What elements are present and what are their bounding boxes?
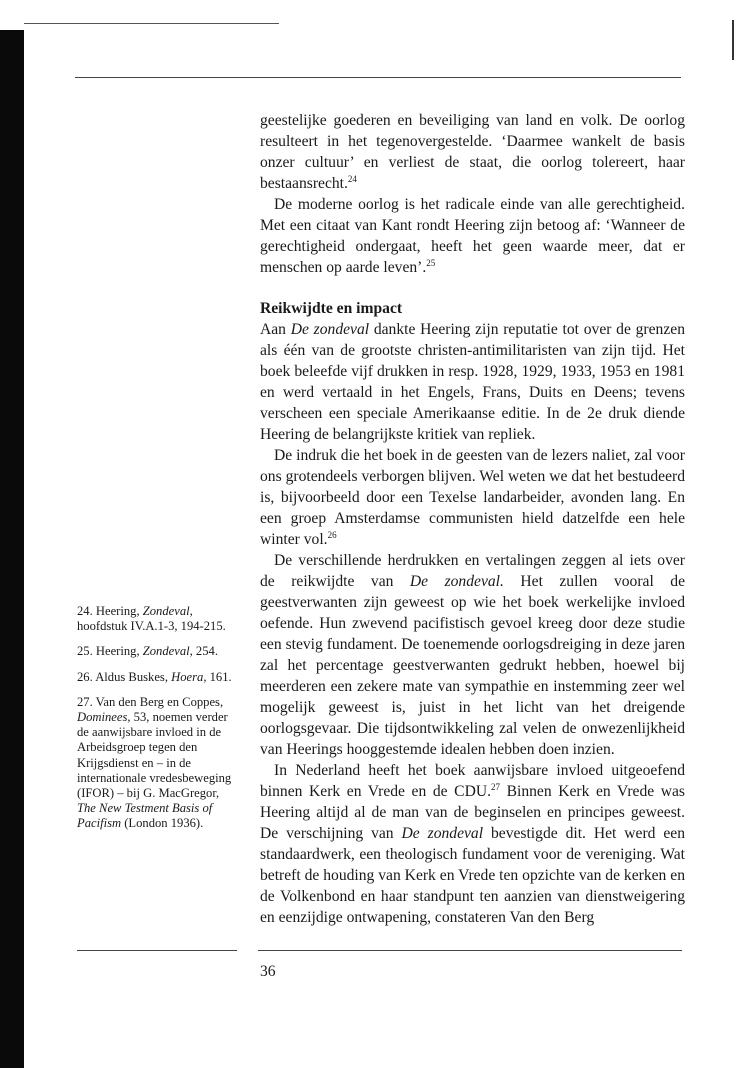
paragraph-3-text-b: dankte Heering zijn reputatie tot over de grenzen als één van de grootste christen-antimilitaristen van zijn tijd. Het boek beleefde vijf drukken in resp. 1928, 1929, 1933, 1953 en 1981 en werd vertaald in het Engels, Frans, Duits en Deens; tevens verscheen een speciale Amerikaanse editie. In de 2e druk diende Heering de belangrijkste kritiek van repliek. — [260, 321, 685, 443]
scan-margin-bar — [0, 30, 24, 1068]
footnotes-column — [77, 604, 241, 842]
section-heading: Reikwijdte en impact — [260, 300, 403, 317]
paragraph-3 — [260, 319, 685, 445]
paragraph-6 — [260, 760, 685, 928]
footnote-title: Zondeval — [142, 604, 190, 618]
paragraph-3-text-a: Aan — [260, 321, 291, 338]
footnote-ref-25: 25 — [426, 257, 436, 268]
paragraph-2 — [260, 194, 685, 278]
paragraph-6-text-b: Binnen Kerk en Vrede was Heering altijd al de man van de beginselen en principes geweest. De verschijning van — [260, 783, 685, 842]
footnote-title: Dominees — [77, 710, 128, 725]
paragraph-5-text-a: De verschillende herdrukken en vertalingen zeggen al iets over de reikwijdte van — [260, 552, 685, 590]
footnote-text: , 161. — [203, 669, 232, 684]
footnote-text: 25. Heering, — [77, 644, 143, 659]
footnote-25 — [77, 644, 241, 659]
header-rule — [75, 77, 681, 78]
main-text-column — [260, 110, 685, 928]
paragraph-4-text: De indruk die het boek in de geesten van de lezers naliet, zal voor ons grotendeels verborgen blijven. Wel weten we dat het bestudeerd is, bijvoorbeeld door een Texelse landarbeider, avonden lang. En een groep Amsterdamse communisten hield datzelfde een hele winter vol. — [260, 447, 685, 548]
footnote-ref-24: 24 — [347, 173, 357, 184]
footnote-text: 26. Aldus Buskes, — [77, 669, 172, 684]
footnote-title: Zondeval — [142, 644, 190, 659]
paragraph-1-text: geestelijke goederen en beveiliging van land en volk. De oorlog resulteert in het tegenovergestelde. ‘Daarmee wankelt de basis onzer cultuur’ en verliest de staat, die oorlog tolereert, haar bestaansrecht. — [260, 112, 685, 192]
paragraph-1 — [260, 110, 685, 194]
footnote-title: Hoera — [171, 669, 204, 684]
book-title: De zondeval — [290, 321, 370, 338]
paragraph-5-text-b: Het zullen vooral de geestverwanten zijn geweest op wie het boek werkelijke invloed oefende. Hun zwevend pacifistisch gevoel kreeg door deze studie een stevig fundament. De toenemende oorlogsdreiging in deze jaren zal het percentage geestverwanten gedrukt hebben, hoewel bij meerderen een zekere mate van sympathie en instemming zeer wel mogelijk geweest is, juist in het licht van het dreigende oorlogsgevaar. Die tijdsontwikkeling zal velen de onwezenlijkheid van Heerings hooggestemde idealen hebben doen inzien. — [260, 573, 685, 758]
top-edge-rule — [24, 23, 279, 24]
paragraph-2-text: De moderne oorlog is het radicale einde van alle gerechtigheid. Met een citaat van Kant rondt Heering zijn betoog af: ‘Wanneer de gerechtigheid ondergaat, heeft het geen waarde meer, dat er menschen op aarde leven’. — [260, 196, 685, 276]
footnote-ref-26: 26 — [327, 529, 337, 540]
crop-mark — [732, 20, 734, 60]
footnote-ref-27: 27 — [491, 781, 500, 792]
footnote-text: 27. Van den Berg en Coppes, — [77, 694, 224, 709]
footnote-text: , 254. — [189, 644, 218, 659]
page-number: 36 — [260, 963, 276, 980]
footnote-text: (London 1936). — [121, 816, 204, 831]
footnote-rule — [77, 950, 237, 951]
paragraph-6-text-a: In Nederland heeft het boek aanwijsbare invloed uitgeoefend binnen Kerk en Vrede en de CDU. — [260, 762, 685, 800]
paragraph-6-text-c: bevestigde dit. Het werd een standaardwerk, een theologisch fundament voor de vereniging. Wat betreft de houding van Kerk en Vrede ten opzichte van de kerken en de Volkenbond en haar standpunt ten aanzien van dienstweigering en eenzijdige ontwapening, constateren Van den Berg — [260, 825, 685, 926]
footnote-text: , hoofdstuk IV.A.1-3, 194-215. — [77, 604, 226, 634]
footnote-26 — [77, 670, 241, 685]
book-title: De zondeval — [401, 825, 484, 842]
paragraph-5 — [260, 550, 685, 760]
footnote-title: The New Testment Basis of Pacifism — [77, 801, 213, 831]
footnote-text: 24. Heering, — [77, 604, 143, 618]
paragraph-4 — [260, 445, 685, 550]
footnote-27 — [77, 695, 241, 832]
footer-rule — [258, 950, 682, 951]
book-title: De zondeval. — [409, 573, 504, 590]
footnote-text: , 53, noemen verder de aanwijsbare invloed in de Arbeidsgroep tegen den Krijgsdienst en – in de internationale vredesbeweging (IFOR) – bij G. MacGregor, — [77, 710, 232, 801]
footnote-24 — [77, 604, 241, 634]
